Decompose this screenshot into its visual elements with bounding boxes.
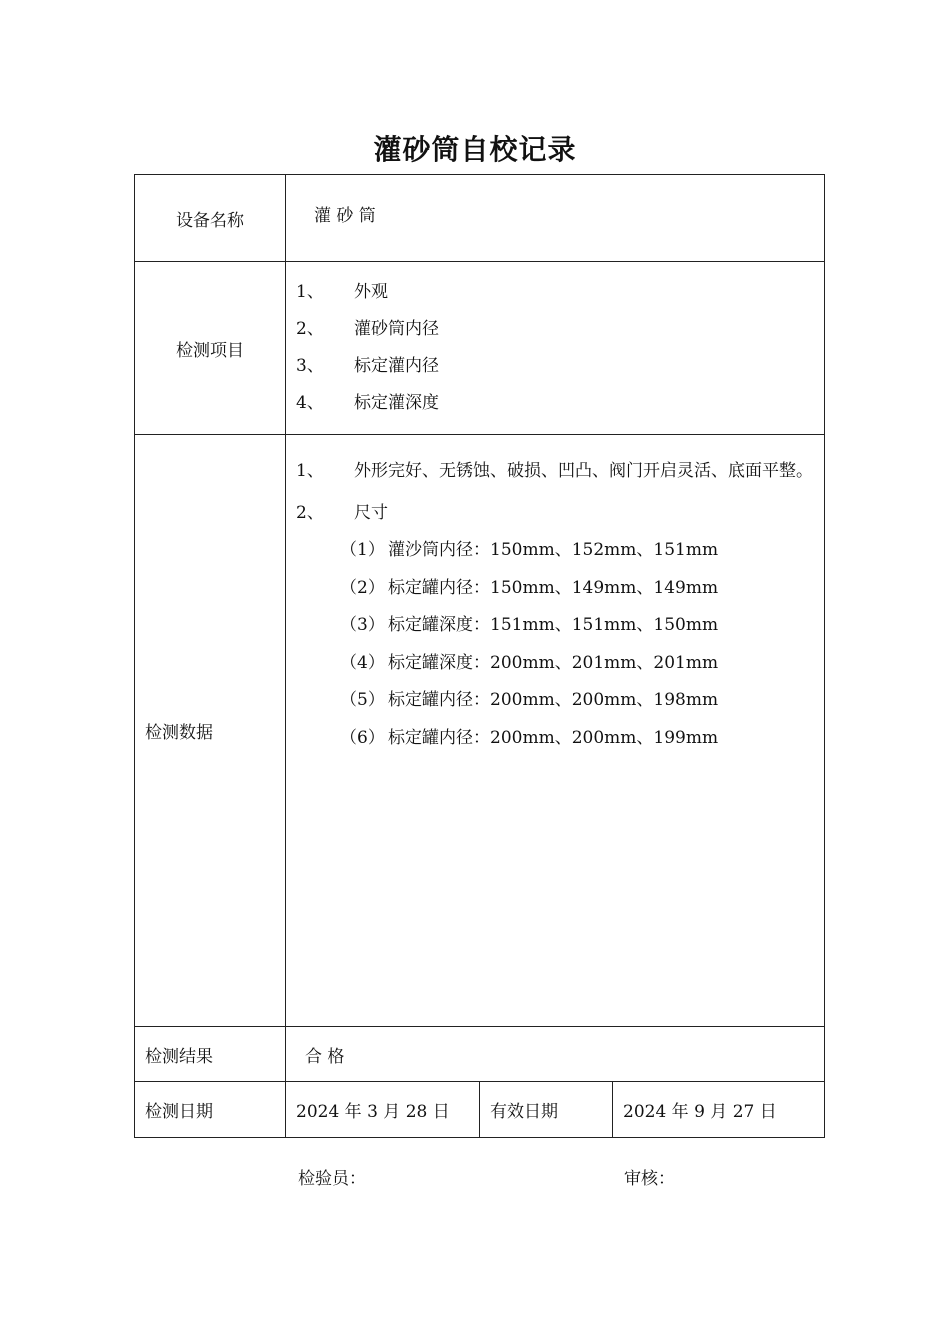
equipment-value: 灌 砂 筒 — [286, 175, 825, 262]
test-date-label: 检测日期 — [135, 1082, 286, 1138]
measurement-item: （6） 标定罐内径：200mm、200mm、199mm — [340, 727, 719, 748]
list-item: 2、 灌砂筒内径 — [296, 319, 439, 339]
measurement-item: （5） 标定罐内径：200mm、200mm、198mm — [340, 690, 719, 710]
result-value: 合 格 — [286, 1027, 825, 1082]
test-date-value: 2024 年 3 月 28 日 — [286, 1082, 480, 1138]
measurement-item: （3） 标定罐深度：151mm、151mm、150mm — [340, 615, 719, 635]
result-row — [135, 1027, 825, 1082]
test-items-row — [135, 262, 825, 435]
inspector-signature-label: 检验员： — [298, 1169, 366, 1189]
test-data-row — [135, 435, 825, 1027]
calibration-record-table — [134, 174, 825, 1138]
measurement-item: （1） 灌沙筒内径：150mm、152mm、151mm — [340, 540, 719, 560]
test-data-content — [286, 435, 825, 1027]
dates-row — [135, 1082, 825, 1138]
page-title: 灌砂筒自校记录 — [373, 133, 577, 166]
list-item: 3、 标定灌内径 — [296, 356, 439, 376]
test-data-label: 检测数据 — [135, 435, 286, 1027]
test-items-label: 检测项目 — [135, 262, 286, 435]
reviewer-signature-label: 审核： — [624, 1169, 675, 1189]
valid-date-label: 有效日期 — [480, 1082, 613, 1138]
result-label: 检测结果 — [135, 1027, 286, 1082]
dimension-heading: 2、 尺寸 — [296, 503, 388, 523]
equipment-label: 设备名称 — [135, 175, 286, 262]
appearance-note: 1、 外形完好、无锈蚀、破损、凹凸、阀门开启灵活、底面平整。 — [296, 461, 813, 481]
list-item: 4、 标定灌深度 — [296, 393, 439, 413]
test-items-list — [286, 262, 825, 435]
measurement-item: （2） 标定罐内径：150mm、149mm、149mm — [340, 577, 719, 598]
valid-date-value: 2024 年 9 月 27 日 — [613, 1082, 825, 1138]
list-item: 1、 外观 — [296, 282, 388, 302]
measurement-item: （4） 标定罐深度：200mm、201mm、201mm — [340, 652, 719, 673]
equipment-row — [135, 175, 825, 262]
